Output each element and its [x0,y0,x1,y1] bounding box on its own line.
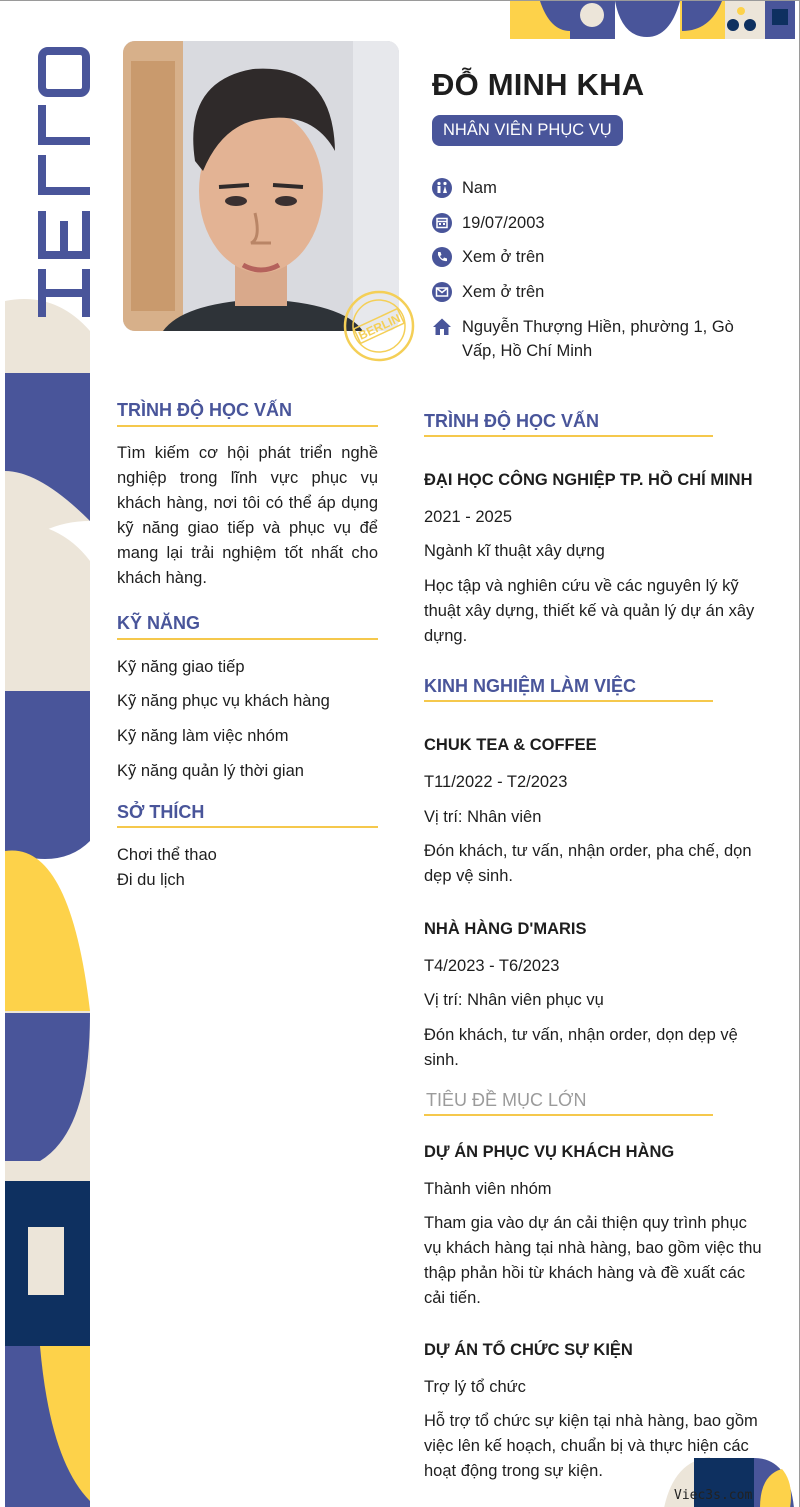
section-divider [117,425,378,427]
education-section-title: TRÌNH ĐỘ HỌC VẤN [424,411,599,431]
watermark-text: Viec3s.com [674,1488,753,1503]
section-divider [117,638,378,640]
home-icon [432,317,452,337]
experience-section-title: KINH NGHIỆM LÀM VIỆC [424,676,637,696]
education-description: Học tập và nghiên cứu về các nguyên lý kỹ thuật xây dựng, thiết kế và quản lý dự án xây dựng. [424,577,755,645]
job-position: Vị trí: Nhân viên phục vụ [424,991,604,1009]
objective-text: Tìm kiếm cơ hội phát triển nghề nghiệp trong lĩnh vực phục vụ khách hàng, nơi tôi có thể áp dụng kỹ năng giao tiếp và phục vụ để mang lại trải nghiệm tốt nhất cho khách hàng. [117,444,378,587]
job-company: CHUK TEA & COFFEE [424,736,597,754]
stamp-icon [341,288,417,364]
project-name: DỰ ÁN PHỤC VỤ KHÁCH HÀNG [424,1143,675,1161]
candidate-name: ĐỖ MINH KHA [432,67,645,102]
contact-text: Nam [462,179,497,197]
projects-section-title: TIÊU ĐỀ MỤC LỚN [426,1090,587,1110]
contact-gender [432,176,762,200]
skill-item: Kỹ năng giao tiếp [117,658,245,676]
project-description: Tham gia vào dự án cải thiện quy trình phục vụ khách hàng tại nhà hàng, bao gồm việc thu thập phản hồi từ khách hàng và đề xuất các cải tiến. [424,1214,762,1307]
section-divider [424,700,713,702]
job-company: NHÀ HÀNG D'MARIS [424,920,587,938]
section-divider [424,1114,713,1116]
school-name: ĐẠI HỌC CÔNG NGHIỆP TP. HỒ CHÍ MINH [424,471,753,489]
job-description: Đón khách, tư vấn, nhận order, dọn dẹp vệ sinh. [424,1026,738,1069]
education-major: Ngành kĩ thuật xây dựng [424,542,605,560]
hobby-item: Đi du lịch [117,871,185,889]
stamp-text: BERLIN [356,311,403,343]
contact-text: 19/07/2003 [462,214,545,232]
contact-text: Nguyễn Thượng Hiền, phường 1, Gò Vấp, Hồ Chí Minh [462,318,734,360]
project-role: Thành viên nhóm [424,1180,552,1198]
section-divider [424,435,713,437]
job-description: Đón khách, tư vấn, nhận order, pha chế, dọn dẹp vệ sinh. [424,842,752,885]
skill-item: Kỹ năng làm việc nhóm [117,727,289,745]
job-period: T4/2023 - T6/2023 [424,957,560,975]
phone-icon [432,247,452,267]
contact-birthday [432,211,762,235]
hobby-item: Chơi thể thao [117,846,217,864]
mail-icon [432,282,452,302]
project-name: DỰ ÁN TỔ CHỨC SỰ KIỆN [424,1341,633,1359]
objective-section-title: TRÌNH ĐỘ HỌC VẤN [117,400,292,420]
contact-address [432,315,762,363]
project-description: Hỗ trợ tổ chức sự kiện tại nhà hàng, bao gồm việc lên kế hoạch, chuẩn bị và thực hiện các hoạt động trong sự kiện. [424,1412,758,1480]
gender-icon [432,178,452,198]
job-position: Vị trí: Nhân viên [424,808,542,826]
hello-vertical-title [30,41,90,321]
contact-text: Xem ở trên [462,283,545,301]
hobbies-section-title: SỞ THÍCH [117,802,205,822]
contact-phone [432,245,762,269]
skills-section-title: KỸ NĂNG [117,613,201,633]
project-role: Trợ lý tổ chức [424,1378,526,1396]
decorative-top-band [510,1,795,39]
section-divider [117,826,378,828]
job-title-badge: NHÂN VIÊN PHỤC VỤ [432,115,623,146]
contact-text: Xem ở trên [462,248,545,266]
contact-email [432,280,762,304]
education-period: 2021 - 2025 [424,508,513,526]
skill-item: Kỹ năng quản lý thời gian [117,762,304,780]
skill-item: Kỹ năng phục vụ khách hàng [117,692,330,710]
calendar-icon [432,213,452,233]
job-period: T11/2022 - T2/2023 [424,773,568,791]
